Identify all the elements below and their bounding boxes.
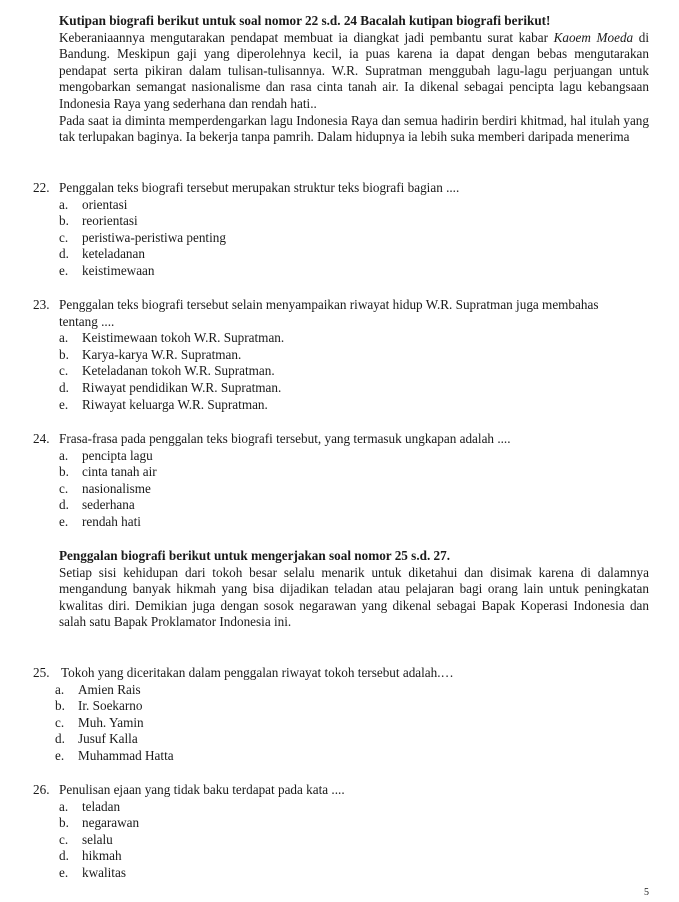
- option-b[interactable]: [59, 815, 649, 832]
- option-text: teladan: [82, 798, 121, 814]
- option-c[interactable]: [59, 230, 649, 247]
- option-text: kwalitas: [82, 864, 126, 880]
- option-a[interactable]: [59, 197, 649, 214]
- option-letter: a.: [59, 447, 69, 463]
- question-24: [33, 431, 649, 531]
- option-e[interactable]: [59, 263, 649, 280]
- question-number: 22.: [33, 180, 50, 195]
- option-letter: c.: [59, 229, 69, 245]
- option-letter: e.: [59, 513, 69, 529]
- option-text: Amien Rais: [78, 681, 141, 697]
- question-25: [33, 665, 649, 765]
- option-e[interactable]: [59, 514, 649, 531]
- option-text: keistimewaan: [82, 262, 155, 278]
- option-letter: a.: [59, 798, 69, 814]
- passage-1: [59, 13, 649, 146]
- option-letter: c.: [59, 480, 69, 496]
- passage-1-heading: Kutipan biografi berikut untuk soal nomor 22 s.d. 24 Bacalah kutipan biografi berikut!: [59, 13, 551, 28]
- option-text: Muhammad Hatta: [78, 747, 174, 763]
- option-letter: e.: [59, 396, 69, 412]
- option-text: Keistimewaan tokoh W.R. Supratman.: [82, 330, 285, 346]
- option-letter: a.: [59, 196, 69, 212]
- option-c[interactable]: [55, 715, 649, 732]
- question-number: 26.: [33, 782, 50, 797]
- option-text: Riwayat pendidikan W.R. Supratman.: [82, 379, 282, 395]
- option-text: nasionalisme: [82, 480, 151, 496]
- question-number: 24.: [33, 431, 50, 446]
- option-text: peristiwa-peristiwa penting: [82, 229, 226, 245]
- option-text: Ir. Soekarno: [78, 698, 143, 714]
- option-text: Keteladanan tokoh W.R. Supratman.: [82, 363, 275, 379]
- option-b[interactable]: [59, 347, 649, 364]
- option-c[interactable]: [59, 363, 649, 380]
- newspaper-name: Kaoem Moeda: [553, 29, 634, 45]
- option-text: negarawan: [82, 815, 140, 831]
- question-text: Tokoh yang diceritakan dalam penggalan riwayat tokoh tersebut adalah.…: [61, 665, 454, 680]
- option-text: rendah hati: [82, 513, 141, 529]
- option-letter: d.: [59, 497, 69, 513]
- option-text: keteladanan: [82, 246, 145, 262]
- option-text: Jusuf Kalla: [78, 731, 138, 747]
- question-text: Penulisan ejaan yang tidak baku terdapat pada kata ....: [59, 782, 345, 797]
- option-letter: b.: [55, 698, 65, 714]
- option-a[interactable]: [59, 448, 649, 465]
- option-text: sederhana: [82, 497, 135, 513]
- passage-1-paragraph-1: [59, 30, 649, 113]
- option-text: Karya-karya W.R. Supratman.: [82, 346, 242, 362]
- option-text: Muh. Yamin: [78, 714, 144, 730]
- passage-2-paragraph-1: Setiap sisi kehidupan dari tokoh besar selalu menarik untuk diketahui dan disimak karena di dalamnya mengandung banyak hikmah yang bisa dijadikan teladan atau pelajaran bagi orang lain untuk peningkatan kwalitas diri. Demikian juga dengan sosok negarawan yang dikenal sebagai Bapak Koperasi Indonesia dan salah satu Bapak Proklamator Indonesia ini.: [59, 564, 649, 630]
- option-letter: c.: [55, 714, 65, 730]
- option-letter: d.: [59, 379, 69, 395]
- option-text: cinta tanah air: [82, 464, 157, 480]
- passage-2: [59, 548, 649, 631]
- option-letter: b.: [59, 464, 69, 480]
- option-d[interactable]: [59, 246, 649, 263]
- option-d[interactable]: [59, 380, 649, 397]
- option-letter: e.: [59, 864, 69, 880]
- passage-1-paragraph-2: Pada saat ia diminta memperdengarkan lagu Indonesia Raya dan semua hadirin berdiri khitmad, hal itulah yang tak terlupakan baginya. Ia bekerja tanpa pamrih. Dalam hidupnya ia lebih suka memberi daripada menerima: [59, 112, 649, 145]
- option-text: selalu: [82, 831, 113, 847]
- option-letter: b.: [59, 213, 69, 229]
- option-d[interactable]: [59, 497, 649, 514]
- option-letter: a.: [55, 681, 65, 697]
- option-letter: b.: [59, 815, 69, 831]
- option-b[interactable]: [59, 213, 649, 230]
- question-text: Frasa-frasa pada penggalan teks biografi tersebut, yang termasuk ungkapan adalah ....: [59, 431, 511, 446]
- question-number: 25.: [33, 665, 50, 680]
- option-b[interactable]: [59, 464, 649, 481]
- question-text: Penggalan teks biografi tersebut selain menyampaikan riwayat hidup W.R. Supratman juga membahas tentang ....: [59, 297, 599, 329]
- question-23: [33, 297, 649, 413]
- option-letter: b.: [59, 346, 69, 362]
- option-letter: e.: [55, 747, 65, 763]
- option-text: reorientasi: [82, 213, 138, 229]
- option-d[interactable]: [59, 848, 649, 865]
- question-number: 23.: [33, 297, 50, 312]
- passage-1-text-b: di Bandung. Meskipun gaji yang diperolehnya kecil, ia puas karena ia dapat dengan bebas mengutarakan pendapat serta pikiran dalam tulisan-tulisannya. W.R. Supratman menggubah lagu-lagu perjuangan untuk mengobarkan semangat nasionalisme dan rasa cinta tanah air. Ia dikenal sebagai pencipta lagu kebangsaan Indonesia Raya yang sederhana dan rendah hati..: [59, 29, 649, 111]
- option-text: Riwayat keluarga W.R. Supratman.: [82, 396, 268, 412]
- option-c[interactable]: [59, 832, 649, 849]
- option-letter: a.: [59, 330, 69, 346]
- question-text: Penggalan teks biografi tersebut merupakan struktur teks biografi bagian ....: [59, 180, 460, 195]
- option-a[interactable]: [59, 330, 649, 347]
- passage-1-text-a: Keberaniaannya mengutarakan pendapat membuat ia diangkat jadi pembantu surat kabar: [59, 29, 554, 45]
- option-c[interactable]: [59, 481, 649, 498]
- option-b[interactable]: [55, 698, 649, 715]
- option-letter: c.: [59, 831, 69, 847]
- option-text: pencipta lagu: [82, 447, 153, 463]
- option-letter: d.: [55, 731, 65, 747]
- option-a[interactable]: [59, 799, 649, 816]
- option-d[interactable]: [55, 731, 649, 748]
- option-e[interactable]: [59, 397, 649, 414]
- option-letter: d.: [59, 246, 69, 262]
- page-number: 5: [644, 887, 649, 899]
- option-text: hikmah: [82, 848, 122, 864]
- option-e[interactable]: [55, 748, 649, 765]
- option-letter: c.: [59, 363, 69, 379]
- passage-2-heading: Penggalan biografi berikut untuk mengerjakan soal nomor 25 s.d. 27.: [59, 548, 451, 563]
- question-26: [33, 782, 649, 882]
- option-e[interactable]: [59, 865, 649, 882]
- question-22: [33, 180, 649, 280]
- option-text: orientasi: [82, 196, 128, 212]
- option-a[interactable]: [55, 682, 649, 699]
- option-letter: e.: [59, 262, 69, 278]
- option-letter: d.: [59, 848, 69, 864]
